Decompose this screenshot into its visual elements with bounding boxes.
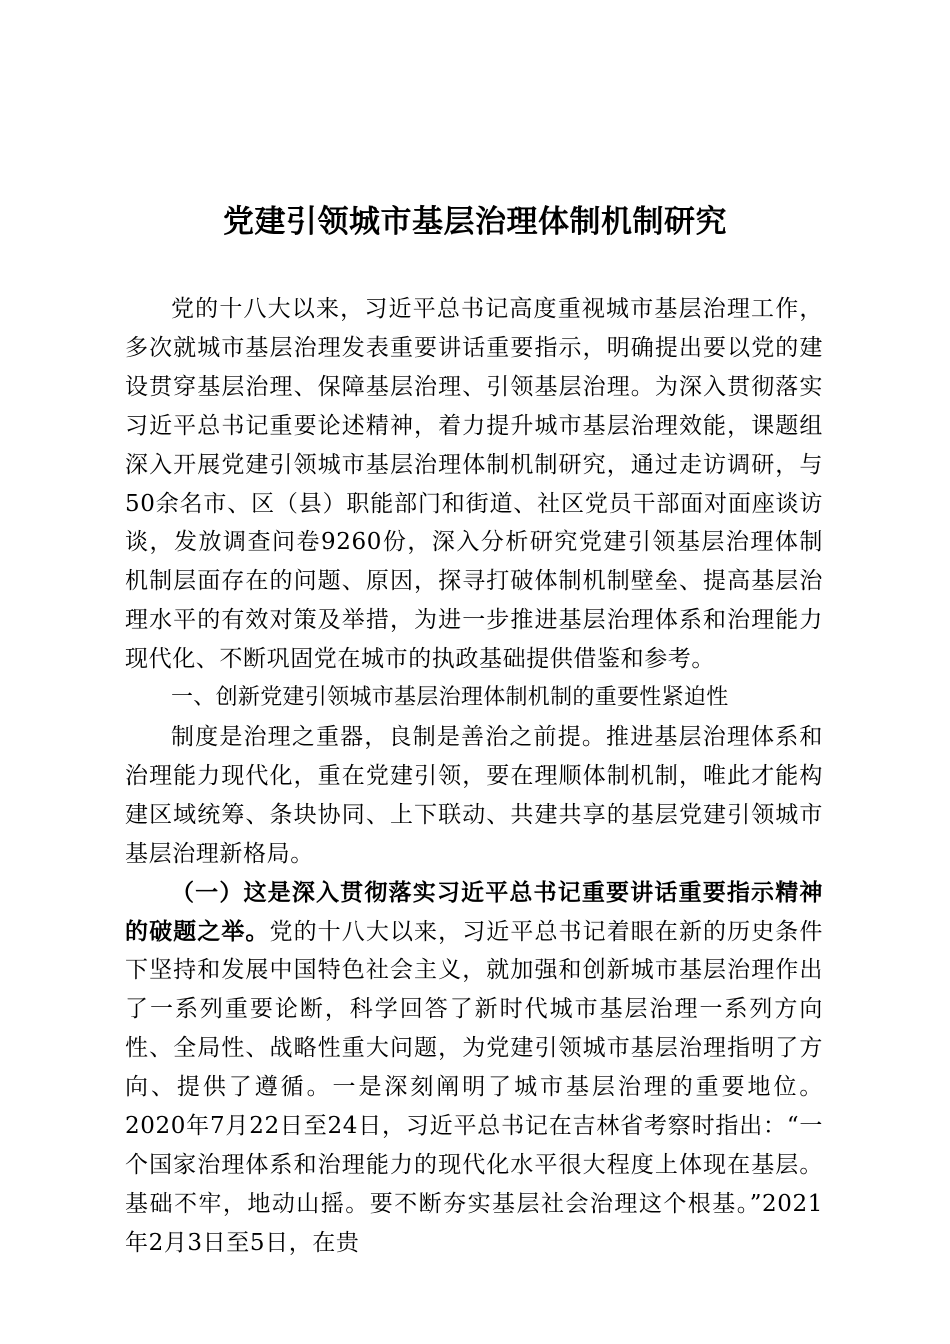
subsection-heading: （一）这是深入贯彻落实习近平总书记重要讲话重要指示精神的破题之举。 xyxy=(125,878,823,945)
document-title: 党建引领城市基层治理体制机制研究 xyxy=(223,204,727,240)
subsection-paragraph xyxy=(125,874,823,1263)
intro-paragraph: 党的十八大以来，习近平总书记高度重视城市基层治理工作，多次就城市基层治理发表重要讲话重要指示，明确提出要以党的建设贯穿基层治理、保障基层治理、引领基层治理。为深入贯彻落实习近平总书记重要论述精神，着力提升城市基层治理效能，课题组深入开展党建引领城市基层治理体制机制研究，通过走访调研，与50余名市、区（县）职能部门和街道、社区党员干部面对面座谈访谈，发放调查问卷9260份，深入分析研究党建引领基层治理体制机制层面存在的问题、原因，探寻打破体制机制壁垒、提高基层治理水平的有效对策及举措，为进一步推进基层治理体系和治理能力现代化、不断巩固党在城市的执政基础提供借鉴和参考。 xyxy=(125,296,823,673)
section-heading: 一、创新党建引领城市基层治理体制机制的重要性紧迫性 xyxy=(171,685,729,711)
document-body xyxy=(125,290,823,1263)
section-paragraph: 制度是治理之重器，良制是善治之前提。推进基层治理体系和治理能力现代化，重在党建引领，要在理顺体制机制，唯此才能构建区域统筹、条块协同、上下联动、共建共享的基层党建引领城市基层治理新格局。 xyxy=(125,723,823,867)
subsection-body: 党的十八大以来，习近平总书记着眼在新的历史条件下坚持和发展中国特色社会主义，就加强和创新城市基层治理作出了一系列重要论断，科学回答了新时代城市基层治理一系列方向性、全局性、战略性重大问题，为党建引领城市基层治理指明了方向、提供了遵循。一是深刻阐明了城市基层治理的重要地位。2020年7月22日至24日，习近平总书记在吉林省考察时指出：“一个国家治理体系和治理能力的现代化水平很大程度上体现在基层。基础不牢，地动山摇。要不断夯实基层社会治理这个根基。”2021年2月3日至5日，在贵 xyxy=(125,918,823,1256)
